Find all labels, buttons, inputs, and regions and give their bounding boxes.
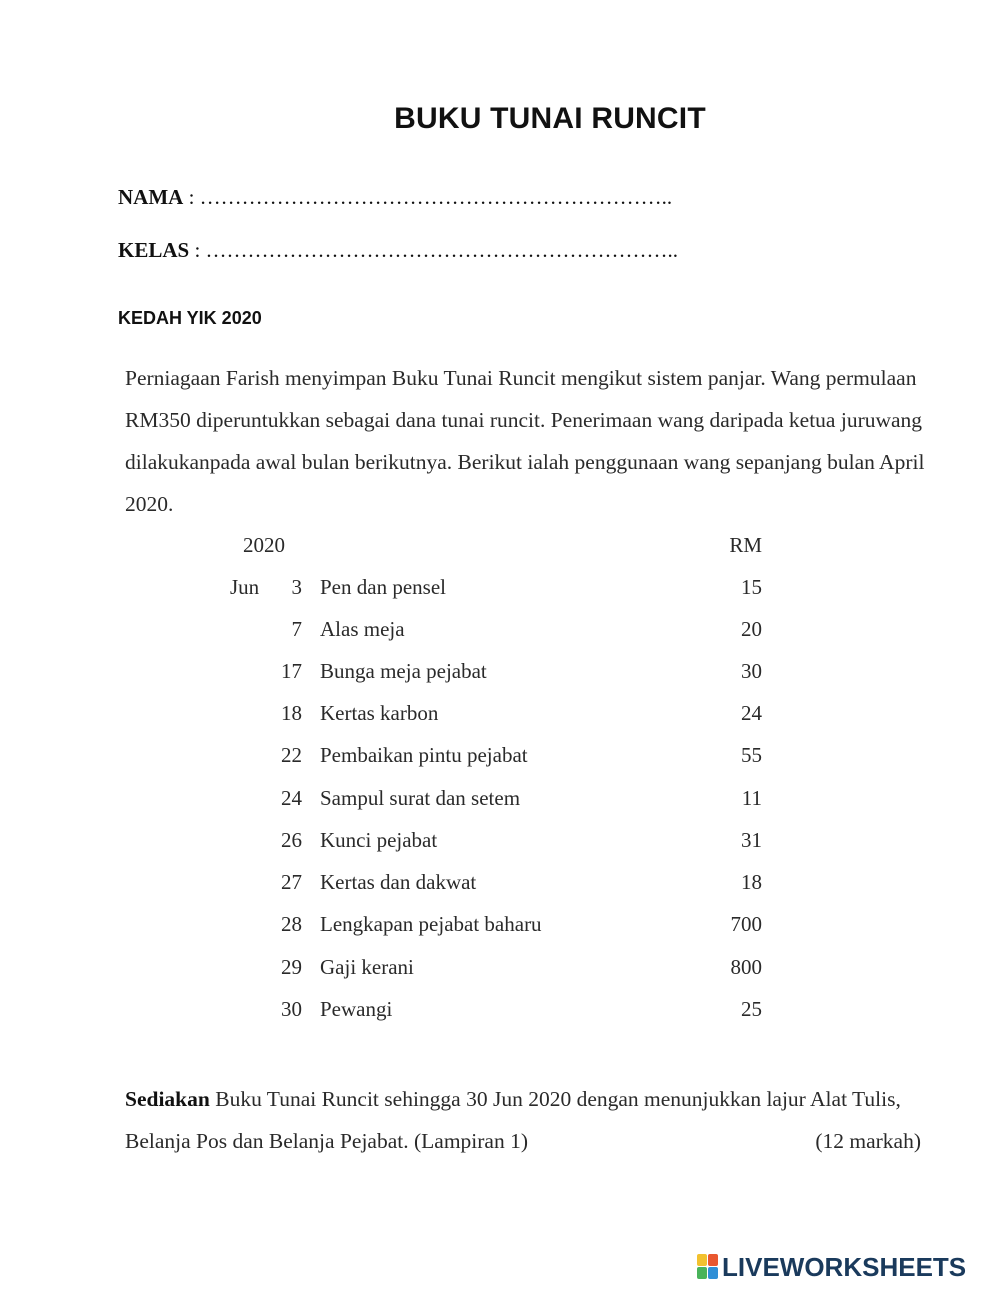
question-line2: Belanja Pos dan Belanja Pejabat. (Lampiran 1): [125, 1129, 528, 1153]
paragraph-line: 2020.: [125, 492, 174, 516]
row-amount: 31: [741, 828, 762, 852]
row-amount: 24: [741, 701, 762, 725]
question-instruction: Sediakan: [125, 1087, 210, 1111]
row-item: Bunga meja pejabat: [320, 659, 487, 683]
paragraph-line: dilakukanpada awal bulan berikutnya. Berikut ialah penggunaan wang sepanjang bulan April: [125, 450, 925, 474]
row-day: 29: [281, 955, 302, 979]
kelas-dots: : …………………………………………………………..: [189, 238, 679, 262]
table-year: 2020: [243, 533, 285, 557]
row-day: 17: [281, 659, 302, 683]
row-item: Kunci pejabat: [320, 828, 438, 852]
row-item: Kertas dan dakwat: [320, 870, 477, 894]
source-label: KEDAH YIK 2020: [118, 308, 262, 328]
row-item: Alas meja: [320, 617, 405, 641]
row-amount: 18: [741, 870, 762, 894]
question-line1: Buku Tunai Runcit sehingga 30 Jun 2020 dengan menunjukkan lajur Alat Tulis,: [209, 1087, 901, 1111]
row-item: Pen dan pensel: [320, 575, 446, 599]
question-marks: (12 markah): [815, 1129, 921, 1153]
paragraph-line: Perniagaan Farish menyimpan Buku Tunai Runcit mengikut sistem panjar. Wang permulaan: [125, 366, 917, 390]
row-day: 3: [291, 575, 302, 599]
row-item: Gaji kerani: [320, 955, 414, 979]
row-day: 28: [281, 912, 302, 936]
nama-label: NAMA: [118, 185, 184, 209]
row-day: 26: [281, 828, 302, 852]
table-currency: RM: [729, 533, 762, 557]
nama-dots: : …………………………………………………………..: [183, 185, 673, 209]
row-day: 30: [281, 997, 302, 1021]
row-amount: 30: [741, 659, 762, 683]
question-line: [125, 1120, 925, 1162]
question-line: [125, 1078, 925, 1120]
row-item: Lengkapan pejabat baharu: [320, 912, 542, 936]
paragraph-line: RM350 diperuntukkan sebagai dana tunai runcit. Penerimaan wang daripada ketua juruwang: [125, 408, 923, 432]
liveworksheets-logo[interactable]: [697, 1252, 966, 1282]
row-amount: 20: [741, 617, 762, 641]
row-day: 24: [281, 786, 302, 810]
row-item: Pewangi: [320, 997, 393, 1021]
row-amount: 15: [741, 575, 762, 599]
row-item: Sampul surat dan setem: [320, 786, 521, 810]
kelas-label: KELAS: [118, 238, 190, 262]
row-amount: 25: [741, 997, 762, 1021]
page-title: BUKU TUNAI RUNCIT: [394, 102, 706, 135]
question-text: [125, 1078, 925, 1162]
row-item: Pembaikan pintu pejabat: [320, 743, 528, 767]
row-day: 27: [281, 870, 302, 894]
row-amount: 55: [741, 743, 762, 767]
row-day: 7: [291, 617, 302, 641]
row-amount: 700: [730, 912, 762, 936]
row-item: Kertas karbon: [320, 701, 439, 725]
row-amount: 800: [730, 955, 762, 979]
row-day: 22: [281, 743, 302, 767]
liveworksheets-icon: [697, 1254, 719, 1280]
row-day: 18: [281, 701, 302, 725]
row-amount: 11: [741, 786, 762, 810]
liveworksheets-text: LIVEWORKSHEETS: [722, 1251, 967, 1282]
table-month: Jun: [230, 575, 260, 599]
